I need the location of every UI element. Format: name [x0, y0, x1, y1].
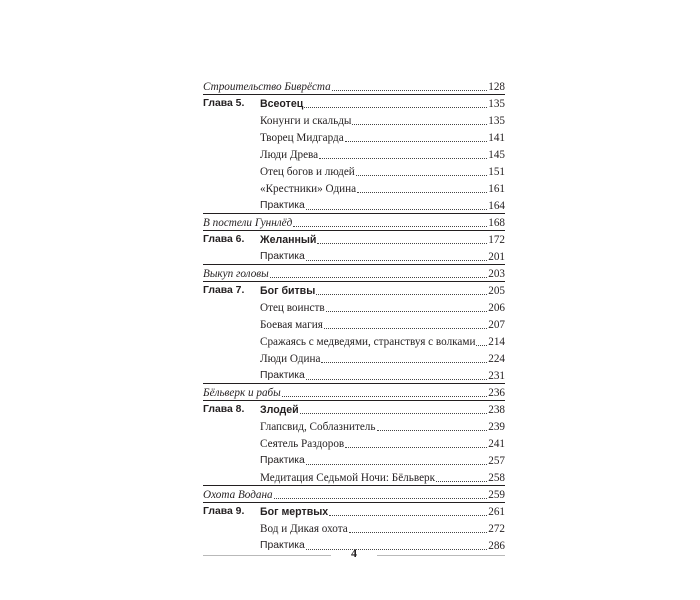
toc-page-number: 151 [488, 166, 505, 178]
toc-entry-body [260, 250, 505, 264]
toc-entry-title: Практика [260, 251, 305, 262]
dot-leader [316, 294, 487, 295]
toc-entry-body [203, 488, 505, 502]
toc-entry-title: Люди Одина [260, 353, 321, 365]
toc-page-number: 214 [488, 336, 505, 348]
toc-entry-body [260, 318, 505, 332]
dot-leader [345, 141, 488, 142]
dot-leader [357, 192, 487, 193]
toc-page-number: 272 [488, 523, 505, 535]
toc-entry-title: Желанный [260, 234, 317, 246]
toc-entry-body [260, 505, 505, 519]
toc-entry-body [203, 216, 505, 230]
toc-page-number: 135 [488, 115, 505, 127]
toc-entry-title: Бог мертвых [260, 506, 329, 518]
toc-entry [203, 179, 505, 196]
toc-entry-body [260, 403, 505, 417]
toc-entry-body [260, 369, 505, 383]
toc-entry-title: Боевая магия [260, 319, 323, 331]
toc-entry-body [203, 386, 505, 400]
toc-entry [203, 315, 505, 332]
dot-leader [326, 311, 488, 312]
toc-entry [203, 128, 505, 145]
toc-entry-title: Сеятель Раздоров [260, 438, 345, 450]
toc-entry-title: Вод и Дикая охота [260, 523, 348, 535]
dot-leader [321, 362, 487, 363]
dot-leader [317, 243, 487, 244]
toc-page-number: 239 [488, 421, 505, 433]
dot-leader [270, 277, 487, 278]
toc-page-number: 238 [488, 404, 505, 416]
toc-entry-title: Бёльверк и рабы [203, 387, 281, 399]
dot-leader [324, 328, 487, 329]
toc-entry-body [203, 267, 505, 281]
toc-entry-body [260, 114, 505, 128]
chapter-label: Глава 9. [203, 506, 245, 517]
toc-page-number: 258 [488, 472, 505, 484]
page-footer [203, 547, 505, 563]
toc-entry [203, 417, 505, 434]
toc-entry-body [260, 420, 505, 434]
chapter-label: Глава 5. [203, 98, 245, 109]
toc-page-number: 207 [488, 319, 505, 331]
toc-entry [203, 111, 505, 128]
toc-entry-title: Люди Древа [260, 149, 319, 161]
toc-entry [203, 332, 505, 349]
toc-entry-title: Медитация Седьмой Ночи: Бёльверк [260, 472, 436, 484]
toc-entry-body [260, 233, 505, 247]
toc-entry [203, 502, 505, 519]
toc-entry-title: Практика [260, 200, 305, 211]
table-of-contents [203, 77, 505, 553]
toc-entry [203, 162, 505, 179]
toc-entry-title: «Крестники» Одина [260, 183, 357, 195]
toc-page-number: 257 [488, 455, 505, 467]
chapter-label: Глава 8. [203, 404, 245, 415]
toc-entry-body [260, 471, 505, 485]
toc-entry-title: Сражаясь с медведями, странствуя с волками [260, 336, 476, 348]
dot-leader [304, 107, 487, 108]
toc-entry-body [260, 301, 505, 315]
toc-entry [203, 213, 505, 230]
toc-entry [203, 451, 505, 468]
toc-entry-body [260, 97, 505, 111]
toc-entry [203, 145, 505, 162]
dot-leader [274, 498, 488, 499]
toc-entry [203, 196, 505, 213]
toc-entry-title: Отец воинств [260, 302, 325, 314]
toc-entry-body [260, 148, 505, 162]
toc-entry [203, 383, 505, 400]
toc-entry-body [260, 522, 505, 536]
dot-leader [349, 532, 488, 533]
toc-page-number: 168 [488, 217, 505, 229]
dot-leader [282, 396, 487, 397]
dot-leader [436, 481, 487, 482]
toc-entry-body [260, 182, 505, 196]
toc-entry [203, 247, 505, 264]
toc-entry [203, 298, 505, 315]
toc-page-number: 241 [488, 438, 505, 450]
dot-leader [300, 413, 488, 414]
toc-page-number: 205 [488, 285, 505, 297]
toc-entry [203, 434, 505, 451]
toc-entry-body [260, 335, 505, 349]
toc-entry-title: Практика [260, 455, 305, 466]
page-number: 4 [351, 546, 357, 560]
dot-leader [332, 90, 487, 91]
chapter-label: Глава 7. [203, 285, 245, 296]
toc-entry-body [260, 165, 505, 179]
toc-entry-body [260, 199, 505, 213]
toc-entry-body [260, 454, 505, 468]
toc-page-number: 231 [488, 370, 505, 382]
toc-entry-title: Всеотец [260, 98, 304, 110]
toc-page-number: 224 [488, 353, 505, 365]
toc-page-number: 141 [488, 132, 505, 144]
toc-entry-body [260, 352, 505, 366]
dot-leader [345, 447, 487, 448]
toc-entry-body [260, 437, 505, 451]
toc-entry-title: Выкуп головы [203, 268, 269, 280]
chapter-label: Глава 6. [203, 234, 245, 245]
toc-entry-title: Отец богов и людей [260, 166, 355, 178]
toc-entry-title: Злодей [260, 404, 299, 416]
toc-entry-body [260, 131, 505, 145]
toc-entry [203, 519, 505, 536]
dot-leader [306, 379, 487, 380]
toc-page-number: 161 [488, 183, 505, 195]
toc-entry [203, 468, 505, 485]
dot-leader [356, 175, 487, 176]
toc-entry [203, 281, 505, 298]
toc-entry [203, 366, 505, 383]
dot-leader [306, 260, 487, 261]
toc-entry-title: Бог битвы [260, 285, 316, 297]
toc-page-number: 145 [488, 149, 505, 161]
toc-page-number: 206 [488, 302, 505, 314]
toc-page-number: 135 [488, 98, 505, 110]
toc-page-number: 128 [488, 81, 505, 93]
toc-entry [203, 230, 505, 247]
footer-rule-right [377, 555, 505, 556]
toc-entry-title: Охота Водана [203, 489, 273, 501]
dot-leader [306, 209, 487, 210]
toc-page-number: 164 [488, 200, 505, 212]
toc-page-number: 261 [488, 506, 505, 518]
toc-page-number: 259 [488, 489, 505, 501]
toc-entry [203, 77, 505, 94]
toc-entry-title: Практика [260, 540, 305, 551]
toc-entry [203, 264, 505, 281]
dot-leader [306, 464, 487, 465]
toc-entry-body [260, 284, 505, 298]
dot-leader [476, 345, 487, 346]
dot-leader [377, 430, 488, 431]
toc-entry [203, 485, 505, 502]
dot-leader [319, 158, 487, 159]
toc-page-number: 201 [488, 251, 505, 263]
toc-page-number: 236 [488, 387, 505, 399]
toc-entry-body [203, 80, 505, 94]
toc-entry [203, 94, 505, 111]
toc-page-number: 203 [488, 268, 505, 280]
toc-entry [203, 400, 505, 417]
toc-page-number: 172 [488, 234, 505, 246]
toc-entry-title: Практика [260, 370, 305, 381]
toc-entry-title: Глапсвид, Соблазнитель [260, 421, 376, 433]
dot-leader [329, 515, 487, 516]
toc-entry-title: В постели Гуннлёд [203, 217, 293, 229]
dot-leader [293, 226, 487, 227]
toc-entry-title: Строительство Биврёста [203, 81, 331, 93]
toc-entry [203, 349, 505, 366]
toc-entry-title: Творец Мидгарда [260, 132, 344, 144]
toc-entry-title: Конунги и скальды [260, 115, 352, 127]
toc-page-number: 286 [488, 540, 505, 552]
dot-leader [352, 124, 487, 125]
